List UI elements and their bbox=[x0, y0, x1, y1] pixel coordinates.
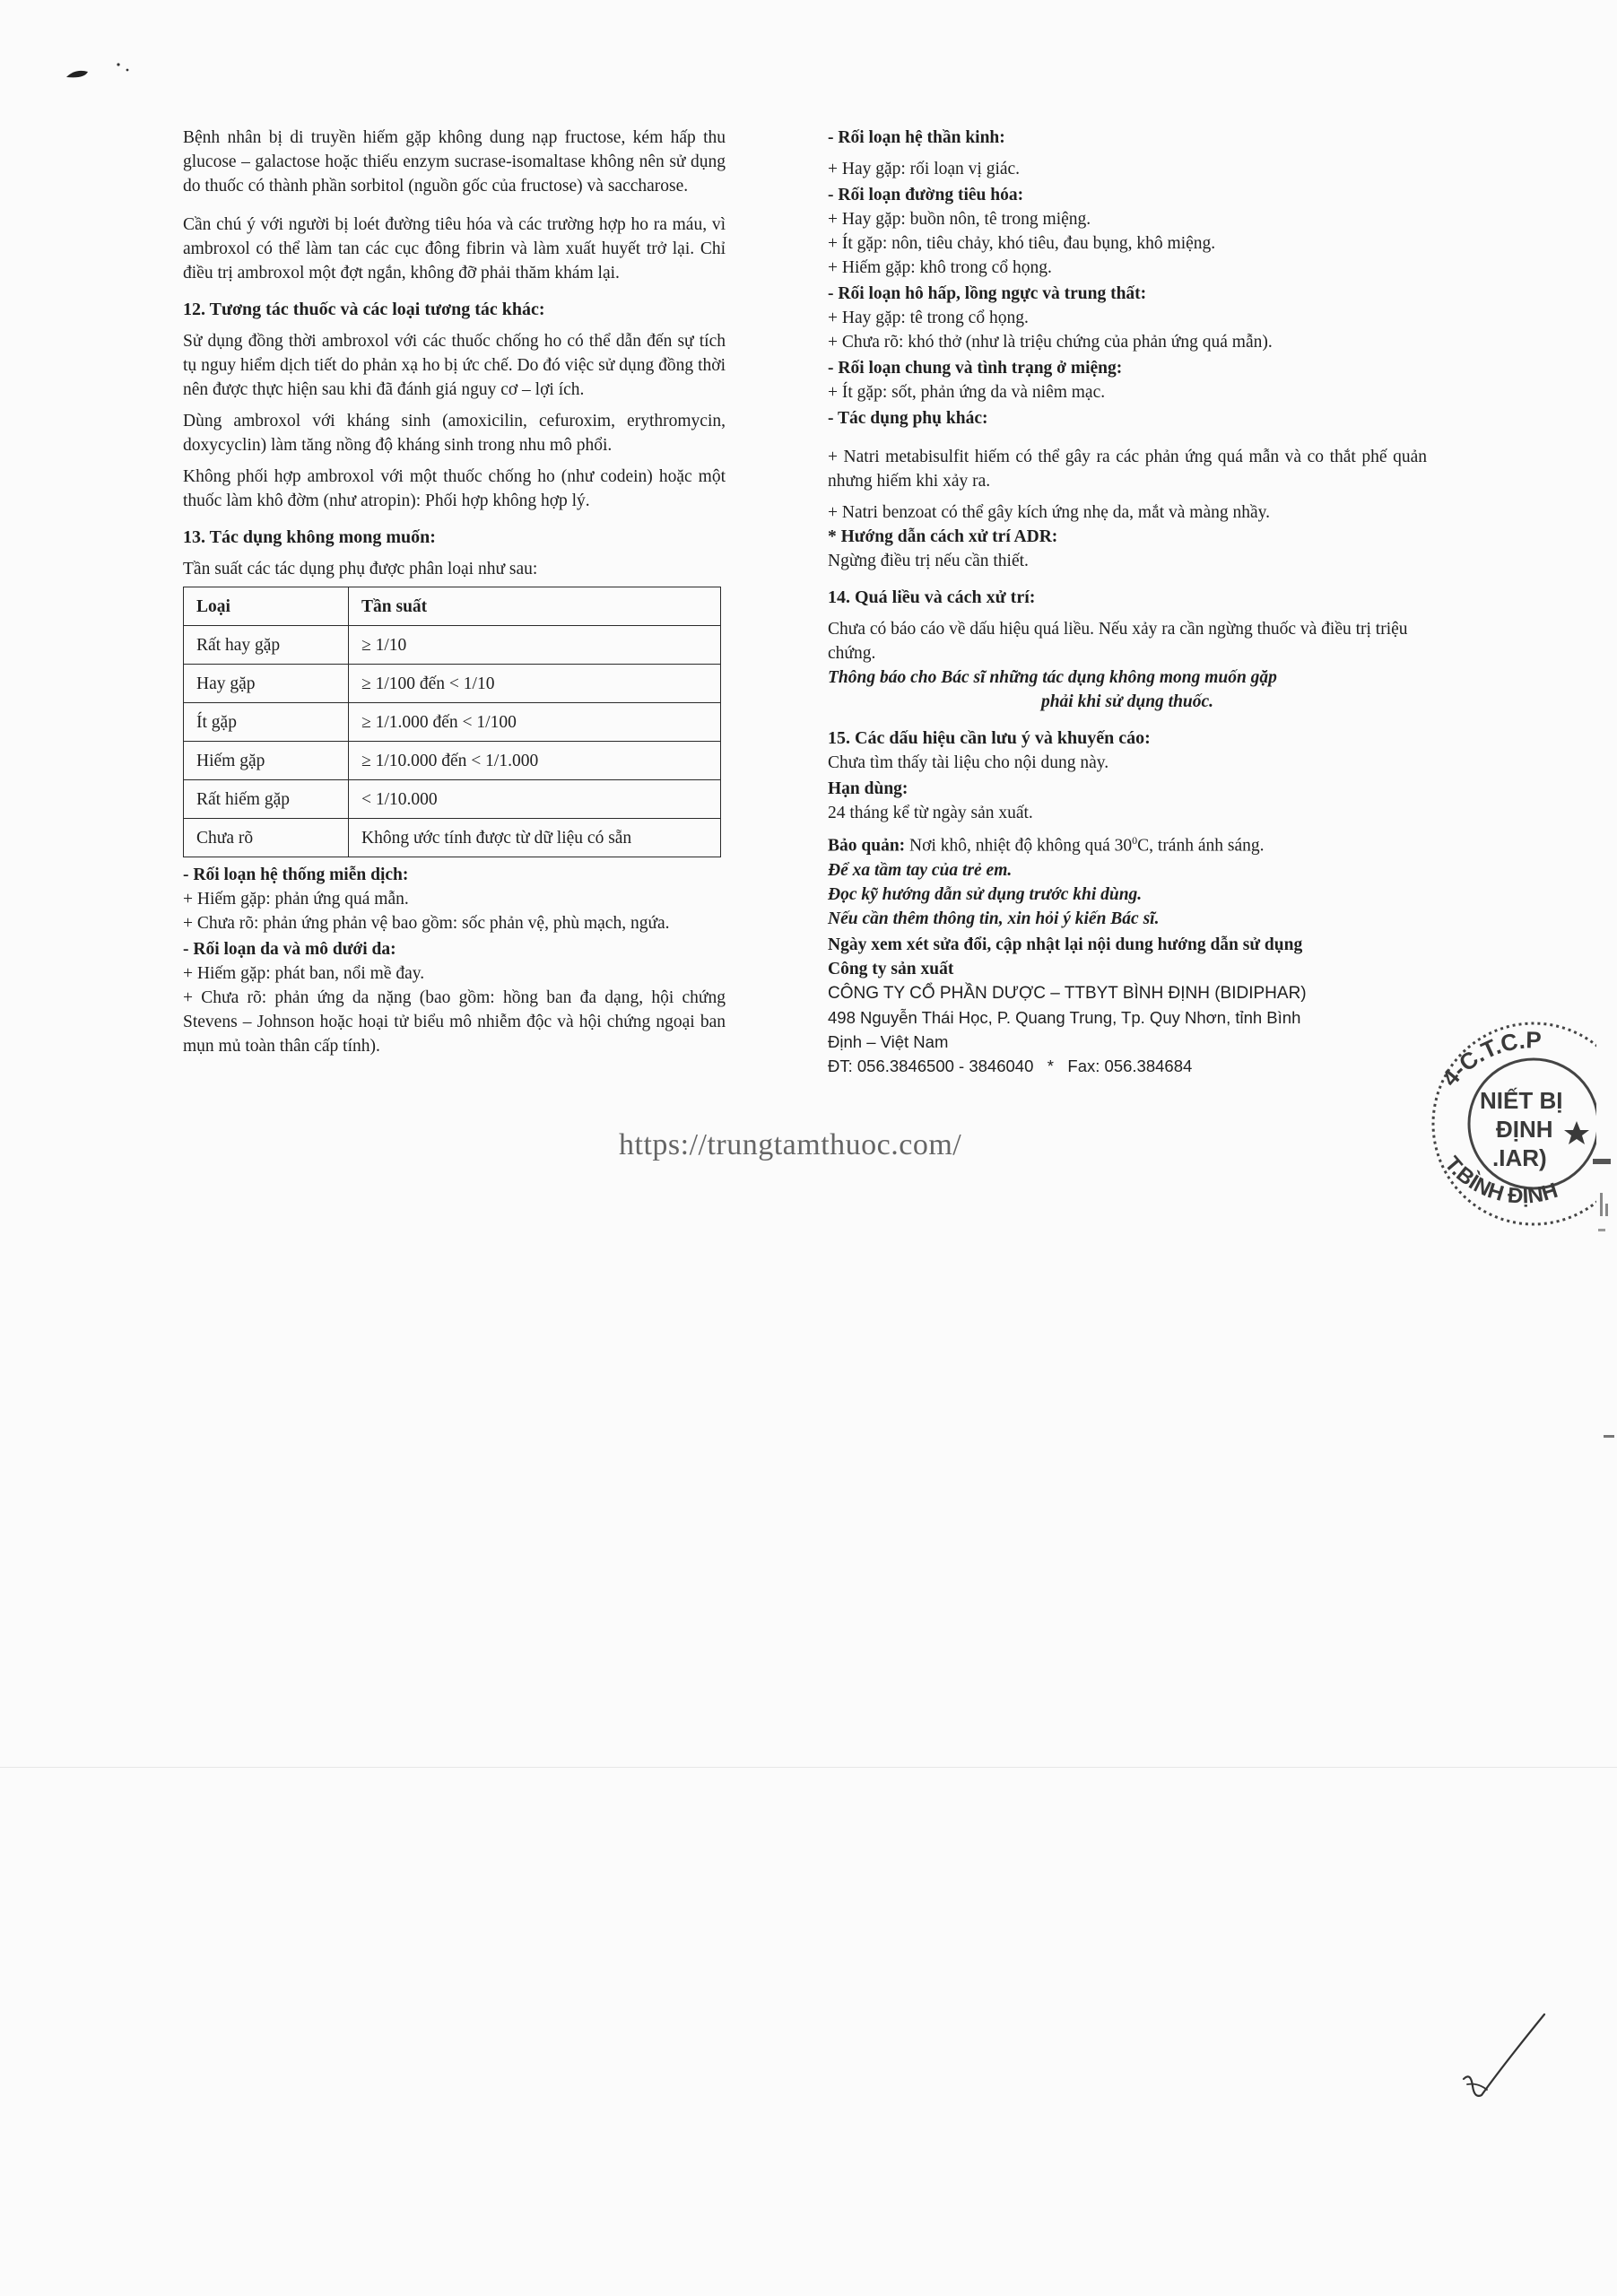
skin-rare-item: + Hiếm gặp: phát ban, nổi mề đay. bbox=[183, 964, 425, 983]
digestive-common-item: + Hay gặp: buồn nôn, tê trong miệng. bbox=[828, 210, 1091, 229]
table-row bbox=[184, 780, 721, 819]
manufacturer-address-2: Định – Việt Nam bbox=[828, 1031, 949, 1051]
table-cell: ≥ 1/10.000 đến < 1/1.000 bbox=[349, 742, 721, 780]
right-column bbox=[828, 126, 1427, 1078]
other-effects-heading: - Tác dụng phụ khác: bbox=[828, 409, 988, 428]
table-cell: ≥ 1/1.000 đến < 1/100 bbox=[349, 703, 721, 742]
table-header-row bbox=[184, 587, 721, 626]
benzoat-item: + Natri benzoat có thể gây kích ứng nhẹ da, mắt và màng nhầy. bbox=[828, 503, 1271, 522]
table-cell: Chưa rõ bbox=[184, 819, 349, 857]
digestive-rare-item: + Hiếm gặp: khô trong cổ họng. bbox=[828, 258, 1052, 277]
section-14-heading: 14. Quá liều và cách xử trí: bbox=[828, 587, 1036, 607]
frequency-table bbox=[183, 587, 721, 857]
keep-away-warning: Để xa tầm tay của trẻ em. bbox=[828, 860, 1013, 880]
table-cell: ≥ 1/10 bbox=[349, 626, 721, 665]
table-cell: Không ước tính được từ dữ liệu có sẵn bbox=[349, 819, 721, 857]
frequency-intro: Tần suất các tác dụng phụ được phân loại như sau: bbox=[183, 560, 538, 578]
table-cell: Ít gặp bbox=[184, 703, 349, 742]
section-12-heading: 12. Tương tác thuốc và các loại tương tác khác: bbox=[183, 300, 545, 319]
stamp-arc-top: 4-C.T.C.P bbox=[1436, 1026, 1542, 1091]
doctor-notice-line-2: phải khi sử dụng thuốc. bbox=[1040, 692, 1214, 711]
signature-icon bbox=[1451, 2009, 1550, 2117]
stamp-arc-bottom: T.BÌNH ĐỊNH bbox=[1439, 1152, 1561, 1209]
manufacturer-phone: ĐT: 056.3846500 - 3846040 * Fax: 056.384684 bbox=[828, 1056, 1193, 1075]
revision-date-label: Ngày xem xét sửa đổi, cập nhật lại nội dung hướng dẫn sử dụng bbox=[828, 935, 1303, 954]
skin-disorder-heading: - Rối loạn da và mô dưới da: bbox=[183, 940, 396, 959]
stamp-line-3: .IAR) bbox=[1492, 1144, 1547, 1171]
respiratory-common-item: + Hay gặp: tê trong cổ họng. bbox=[828, 309, 1029, 327]
respiratory-disorder-heading: - Rối loạn hô hấp, lồng ngực và trung thất: bbox=[828, 284, 1147, 303]
interaction-codein-paragraph: Không phối hợp ambroxol với một thuốc chống ho (như codein) hoặc một thuốc làm khô đờm (như atropin): Phối hợp không hợp lý. bbox=[183, 467, 726, 510]
immune-disorder-heading: - Rối loạn hệ thống miễn dịch: bbox=[183, 865, 409, 884]
table-cell: Rất hiếm gặp bbox=[184, 780, 349, 819]
manufacturer-name: CÔNG TY CỔ PHẦN DƯỢC – TTBYT BÌNH ĐỊNH (BIDIPHAR) bbox=[828, 983, 1307, 1003]
company-stamp-icon bbox=[1426, 1003, 1596, 1245]
warnings-paragraph: Chưa tìm thấy tài liệu cho nội dung này. bbox=[828, 753, 1109, 772]
nervous-disorder-heading: - Rối loạn hệ thần kinh: bbox=[828, 128, 1005, 147]
storage-heading: Bảo quản: bbox=[828, 836, 906, 856]
stamp-line-2: ĐỊNH bbox=[1496, 1116, 1553, 1143]
table-row bbox=[184, 626, 721, 665]
scan-fold-line bbox=[0, 1767, 1617, 1768]
section-13-heading: 13. Tác dụng không mong muốn: bbox=[183, 527, 436, 547]
table-cell: Rất hay gặp bbox=[184, 626, 349, 665]
manufacturer-heading: Công ty sản xuất bbox=[828, 959, 954, 978]
source-watermark: https://trungtamthuoc.com/ bbox=[619, 1128, 962, 1161]
shelf-life-heading: Hạn dùng: bbox=[828, 779, 908, 798]
respiratory-unknown-item: + Chưa rõ: khó thở (như là triệu chứng của phản ứng quá mẫn). bbox=[828, 333, 1273, 352]
table-header-cell: Loại bbox=[184, 587, 349, 626]
adr-heading: * Hướng dẫn cách xử trí ADR: bbox=[828, 527, 1058, 546]
ask-doctor-warning: Nếu cần thêm thông tin, xin hỏi ý kiến Bác sĩ. bbox=[828, 909, 1160, 928]
scan-speck-icon bbox=[63, 56, 143, 91]
interaction-antitussive-paragraph: Sử dụng đồng thời ambroxol với các thuốc chống ho có thể dẫn đến sự tích tụ nguy hiểm dịch tiết do phản xạ ho bị ức chế. Do đó việc sử dụng đồng thời nên được thực hiện sau khi đã đánh giá nguy cơ – lợi ích. bbox=[183, 332, 726, 399]
read-instructions-warning: Đọc kỹ hướng dẫn sử dụng trước khi dùng. bbox=[828, 884, 1143, 904]
table-row bbox=[184, 742, 721, 780]
skin-unknown-item: + Chưa rõ: phản ứng da nặng (bao gồm: hồng ban đa dạng, hội chứng Stevens – Johnson hoặc hoại tử biểu mô nhiễm độc và hội chứng ngoại ban mụn mủ toàn thân cấp tính). bbox=[183, 988, 726, 1056]
interaction-antibiotic-paragraph: Dùng ambroxol với kháng sinh (amoxicilin, cefuroxim, erythromycin, doxycyclin) làm tăng nồng độ kháng sinh trong nhu mô phổi. bbox=[183, 412, 726, 455]
table-row bbox=[184, 703, 721, 742]
overdose-paragraph: Chưa có báo cáo về dấu hiệu quá liều. Nếu xảy ra cần ngừng thuốc và điều trị triệu chứng. bbox=[828, 620, 1408, 663]
nervous-common-item: + Hay gặp: rối loạn vị giác. bbox=[828, 160, 1021, 178]
doctor-notice-line-1: Thông báo cho Bác sĩ những tác dụng không mong muốn gặp bbox=[828, 668, 1277, 687]
general-disorder-heading: - Rối loạn chung và tình trạng ở miệng: bbox=[828, 359, 1123, 378]
table-cell: Hiếm gặp bbox=[184, 742, 349, 780]
stamp-line-1: NIẾT BỊ bbox=[1480, 1087, 1563, 1114]
general-uncommon-item: + Ít gặp: sốt, phản ứng da và niêm mạc. bbox=[828, 383, 1106, 402]
section-15-heading: 15. Các dấu hiệu cần lưu ý và khuyến cáo: bbox=[828, 728, 1151, 748]
digestive-disorder-heading: - Rối loạn đường tiêu hóa: bbox=[828, 186, 1024, 204]
immune-rare-item: + Hiếm gặp: phản ứng quá mẫn. bbox=[183, 890, 409, 909]
lactose-warning-paragraph: Bệnh nhân bị di truyền hiếm gặp không dung nạp fructose, kém hấp thu glucose – galactose hoặc thiếu enzym sucrase-isomaltase không nên sử dụng do thuốc có thành phần sorbitol (nguồn gốc của fructose) và saccharose. bbox=[183, 128, 726, 196]
digestive-uncommon-item: + Ít gặp: nôn, tiêu chảy, khó tiêu, đau bụng, khô miệng. bbox=[828, 234, 1216, 253]
table-row bbox=[184, 819, 721, 857]
storage-text: Nơi khô, nhiệt độ không quá 30 bbox=[905, 836, 1133, 856]
edge-scan-marks-icon bbox=[1587, 1157, 1617, 1480]
ulcer-caution-paragraph: Cần chú ý với người bị loét đường tiêu hóa và các trường hợp ho ra máu, vì ambroxol có thể làm tan các cục đông fibrin và làm xuất huyết trở lại. Chỉ điều trị ambroxol một đợt ngắn, không đỡ phải thăm khám lại. bbox=[183, 215, 726, 283]
storage-line bbox=[828, 829, 1427, 858]
manufacturer-address-1: 498 Nguyễn Thái Học, P. Quang Trung, Tp. Quy Nhơn, tỉnh Bình bbox=[828, 1007, 1301, 1027]
table-row bbox=[184, 665, 721, 703]
table-cell: < 1/10.000 bbox=[349, 780, 721, 819]
storage-degree: 0 bbox=[1132, 834, 1138, 847]
adr-text: Ngừng điều trị nếu cần thiết. bbox=[828, 552, 1029, 570]
storage-text-2: C, tránh ánh sáng. bbox=[1137, 836, 1265, 856]
table-cell: Hay gặp bbox=[184, 665, 349, 703]
shelf-life-text: 24 tháng kể từ ngày sản xuất. bbox=[828, 804, 1033, 822]
table-header-cell: Tần suất bbox=[349, 587, 721, 626]
left-column bbox=[183, 126, 726, 1058]
immune-unknown-item: + Chưa rõ: phản ứng phản vệ bao gồm: sốc phản vệ, phù mạch, ngứa. bbox=[183, 914, 670, 933]
metabisulfit-item: + Natri metabisulfit hiếm có thể gây ra các phản ứng quá mẫn và co thắt phế quản nhưng hiếm khi xảy ra. bbox=[828, 448, 1427, 491]
table-cell: ≥ 1/100 đến < 1/10 bbox=[349, 665, 721, 703]
